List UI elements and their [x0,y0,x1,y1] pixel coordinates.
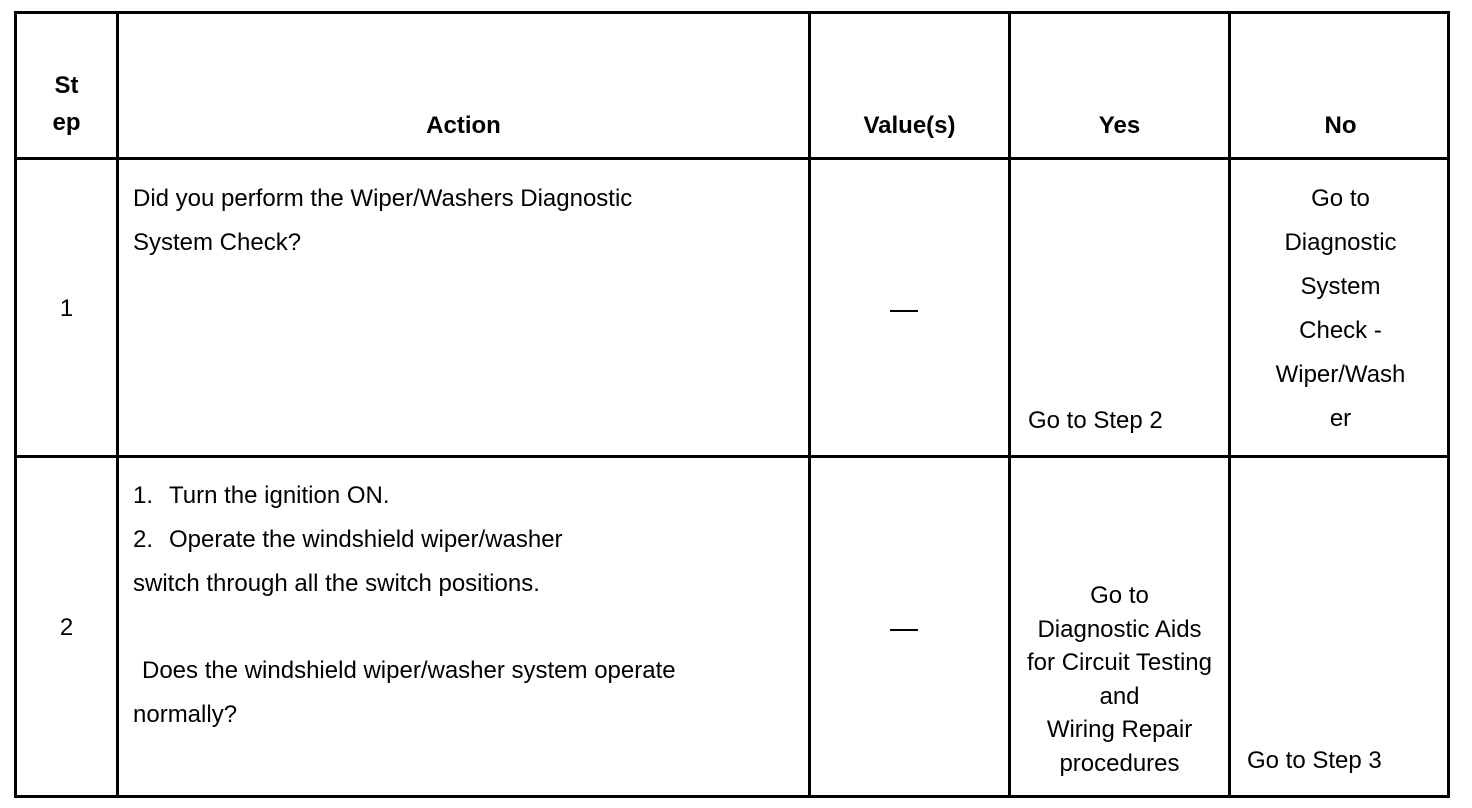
header-values: Value(s) [863,112,956,139]
step-number: 1 [59,295,74,322]
yes-action-line: Wiring Repair [1046,716,1193,743]
list-text: Turn the ignition ON. [169,482,390,509]
list-number: 1. [132,482,153,509]
diagnostic-table [14,11,1450,798]
yes-action-line: procedures [1059,749,1180,777]
action-line: Did you perform the Wiper/Washers Diagnostic [133,185,633,212]
header-action: Action [426,112,501,139]
list-number: 2. [132,526,153,553]
no-action-line: Check - [1299,317,1382,344]
yes-action-line: for Circuit Testing [1027,649,1212,676]
list-text: Operate the windshield wiper/washer [169,526,563,553]
no-action: Go to Step 3 [1247,747,1382,774]
header-yes: Yes [1098,112,1141,139]
question-line: Does the windshield wiper/washer system operate [142,657,676,684]
no-action-line: Diagnostic [1284,229,1397,256]
yes-action-line: Go to [1090,582,1149,609]
spacer [133,606,676,649]
no-action [1231,177,1450,441]
action-line: System Check? [133,229,302,256]
row-divider [17,157,1447,160]
yes-action: Go to Step 2 [1028,407,1163,434]
step-number: 2 [59,614,74,641]
header-step-line2: ep [52,109,81,136]
no-action-line: Go to [1311,185,1370,212]
no-action-line: er [1329,405,1352,432]
question-line: normally? [133,701,238,728]
yes-action [1011,579,1228,780]
list-continuation: switch through all the switch positions. [133,570,540,597]
value-dash [890,310,918,312]
list-item [123,518,676,562]
row-divider [17,455,1447,458]
yes-action-line: and [1099,682,1140,710]
no-action-line: Wiper/Wash [1275,361,1406,388]
no-action-line: System [1300,273,1381,300]
header-no: No [1324,112,1357,139]
action-text [133,177,632,265]
header-step [17,67,116,141]
action-text [133,474,676,737]
value-dash [890,629,918,631]
header-step-line1: St [54,72,79,99]
yes-action-line: Diagnostic Aids [1037,615,1202,643]
list-item [123,474,676,518]
